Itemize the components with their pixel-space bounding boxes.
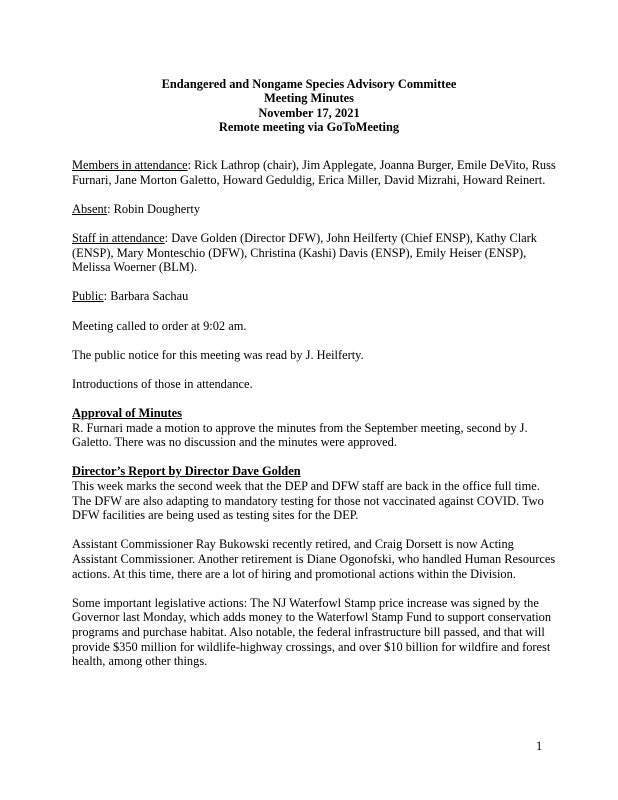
members-label: Members in attendance [72, 158, 188, 172]
introductions-paragraph: Introductions of those in attendance. [72, 376, 253, 391]
director-paragraph-2: Assistant Commissioner Ray Bukowski recently retired, and Craig Dorsett is now Acting Assistant Commissioner. Another retirement is Diane Ogonofski, who handled Human Resources actions. At this time, there are a lot of hiring and promotional actions within the Division. [72, 537, 556, 581]
staff-label: Staff in attendance [72, 230, 165, 245]
absent-paragraph [72, 202, 558, 217]
members-list: : Rick Lathrop (chair), Jim Applegate, Joanna Burger, Emile DeVito, Russ Furnari, Jane Morton Galetto, Howard Geduldig, Erica Miller, David Mizrahi, Howard Reinert. [72, 158, 556, 187]
members-paragraph [72, 158, 558, 187]
public-notice-paragraph: The public notice for this meeting was read by J. Heilferty. [72, 347, 364, 362]
approval-heading: Approval of Minutes [72, 406, 182, 421]
meeting-date: November 17, 2021 [258, 105, 360, 120]
committee-title: Endangered and Nongame Species Advisory Committee [161, 77, 457, 91]
public-label: Public [72, 289, 104, 304]
director-section [72, 464, 558, 522]
staff-paragraph [72, 231, 558, 275]
document-header [0, 77, 618, 135]
director-heading: Director’s Report by Director Dave Golden [72, 464, 301, 479]
absent-label: Absent [72, 201, 108, 216]
approval-text: R. Furnari made a motion to approve the minutes from the September meeting, second by J. Galetto. There was no discussion and the minutes were approved. [72, 420, 528, 450]
director-paragraph-3: Some important legislative actions: The NJ Waterfowl Stamp price increase was signed by the Governor last Monday, which adds money to the Waterfowl Stamp Fund to support conservation programs and purchase habitat. Also notable, the federal infrastructure bill passed, and that will provide $350 million for wildlife-highway crossings, and over $10 billion for wildfire and forest health, among other things. [72, 595, 552, 669]
document-body [72, 158, 558, 683]
meeting-location: Remote meeting via GoToMeeting [218, 120, 400, 135]
public-list: : Barbara Sachau [103, 289, 189, 304]
document-title: Meeting Minutes [264, 91, 354, 106]
absent-list: : Robin Dougherty [107, 201, 201, 216]
page-number: 1 [536, 739, 543, 753]
public-paragraph [72, 289, 558, 304]
director-paragraph-1: This week marks the second week that the DEP and DFW staff are back in the office full time. The DFW are also adapting to mandatory testing for those not vaccinated against COVID. Two DFW facilities are being used as testing sites for the DEP. [72, 479, 544, 523]
called-to-order-paragraph: Meeting called to order at 9:02 am. [72, 318, 247, 333]
approval-section [72, 406, 558, 450]
staff-list: : Dave Golden (Director DFW), John Heilferty (Chief ENSP), Kathy Clark (ENSP), Mary Monteschio (DFW), Christina (Kashi) Davis (ENSP), Emily Heiser (ENSP), Melissa Woerner (BLM). [72, 230, 537, 275]
